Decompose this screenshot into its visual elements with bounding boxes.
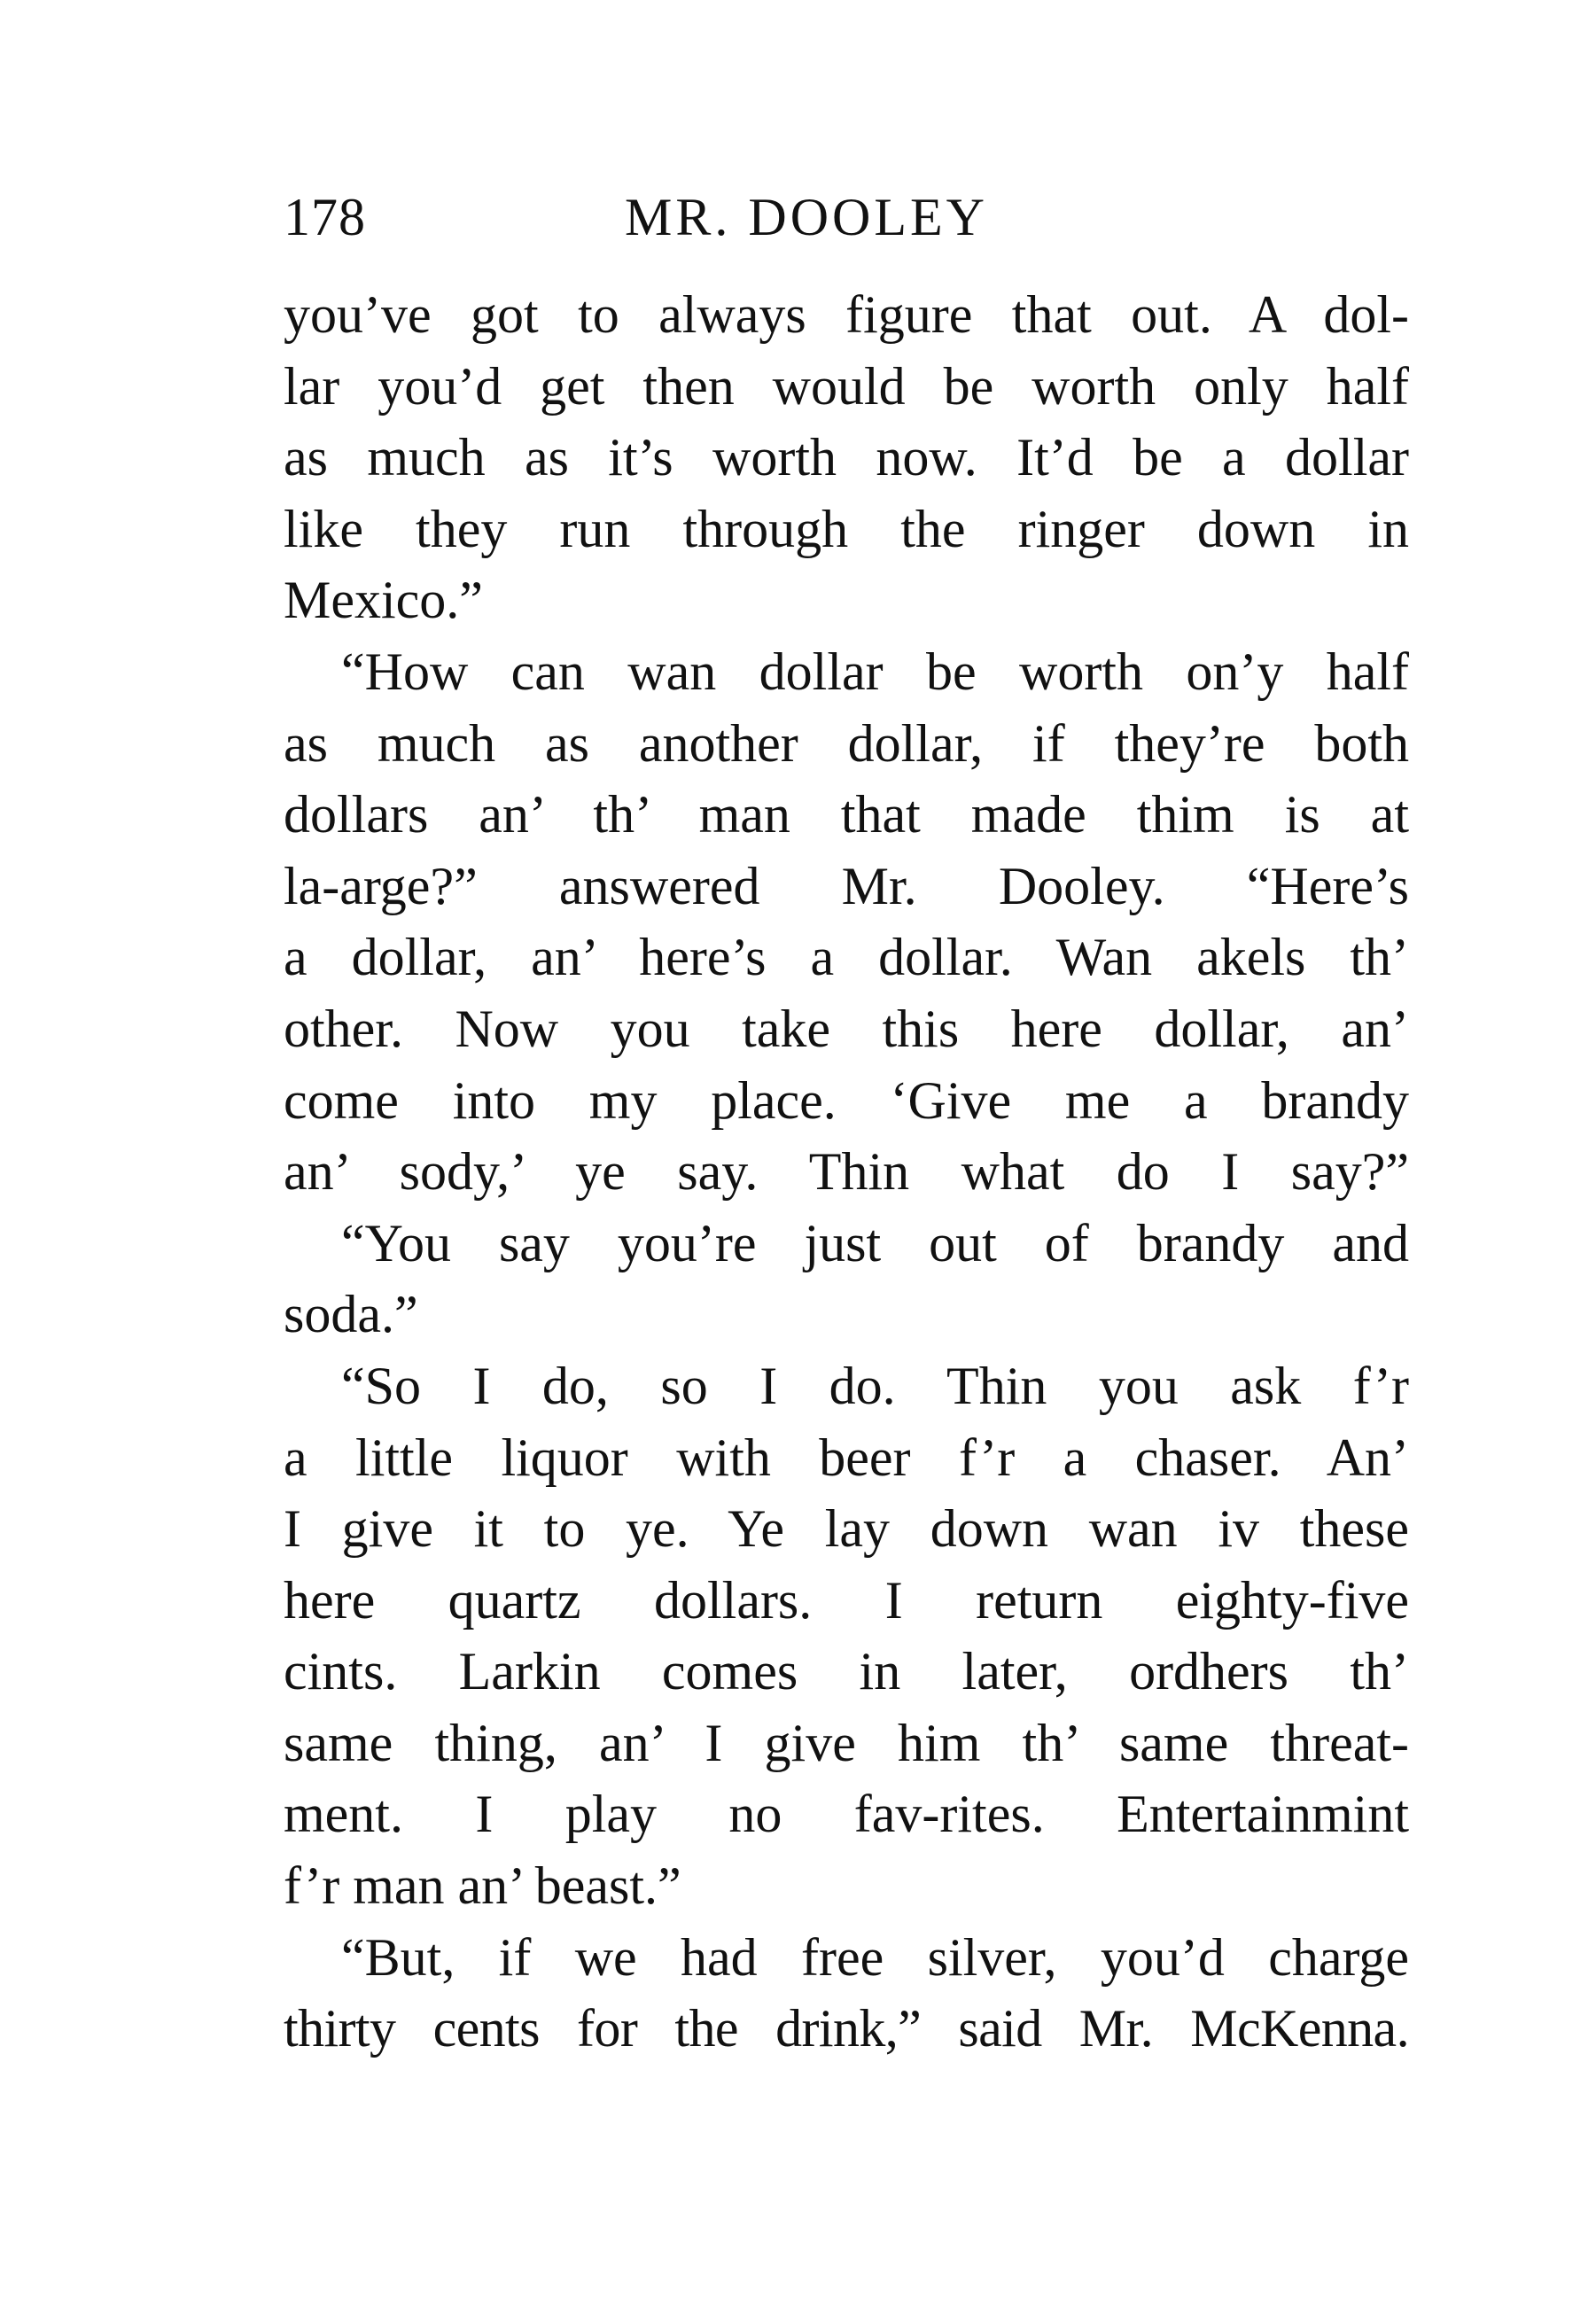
text-line: ment. I play no fav-rites. Entertainmint: [284, 1785, 1409, 1844]
text-line: cints. Larkin comes in later, ordhers th’: [284, 1642, 1409, 1701]
page-header: [284, 177, 1409, 257]
text-line: soda.”: [284, 1285, 418, 1344]
text-line: a dollar, an’ here’s a dollar. Wan akels th’: [284, 928, 1409, 987]
text-line: thirty cents for the drink,” said Mr. McKenna.: [284, 1999, 1409, 2058]
text-line: like they run through the ringer down in: [284, 499, 1409, 558]
text-line: come into my place. ‘Give me a brandy: [284, 1070, 1409, 1130]
text-line: “You say you’re just out of brandy and: [341, 1213, 1409, 1272]
text-line: same thing, an’ I give him th’ same threat-: [284, 1713, 1409, 1772]
text-line: la-arge?” answered Mr. Dooley. “Here’s: [284, 856, 1409, 915]
text-line: as much as another dollar, if they’re both: [284, 713, 1409, 773]
text-line: other. Now you take this here dollar, an’: [284, 999, 1409, 1058]
text-line: a little liquor with beer f’r a chaser. An’: [284, 1428, 1409, 1487]
text-line: “So I do, so I do. Thin you ask f’r: [341, 1356, 1409, 1415]
text-line: “How can wan dollar be worth on’y half: [341, 642, 1409, 701]
body-text: [284, 279, 1409, 2065]
running-title: MR. DOOLEY: [625, 188, 988, 246]
text-line: Mexico.”: [284, 571, 483, 630]
text-line: as much as it’s worth now. It’d be a dollar: [284, 428, 1409, 487]
text-line: here quartz dollars. I return eighty-five: [284, 1570, 1409, 1630]
text-line: an’ sody,’ ye say. Thin what do I say?”: [284, 1142, 1409, 1202]
text-line: you’ve got to always figure that out. A dol-: [284, 285, 1409, 344]
text-line: dollars an’ th’ man that made thim is at: [284, 785, 1409, 844]
text-line: “But, if we had free silver, you’d charge: [341, 1927, 1409, 1987]
text-line: I give it to ye. Ye lay down wan iv these: [284, 1499, 1409, 1559]
page-number: 178: [284, 188, 366, 246]
text-line: f’r man an’ beast.”: [284, 1856, 681, 1916]
text-line: lar you’d get then would be worth only half: [284, 356, 1409, 416]
